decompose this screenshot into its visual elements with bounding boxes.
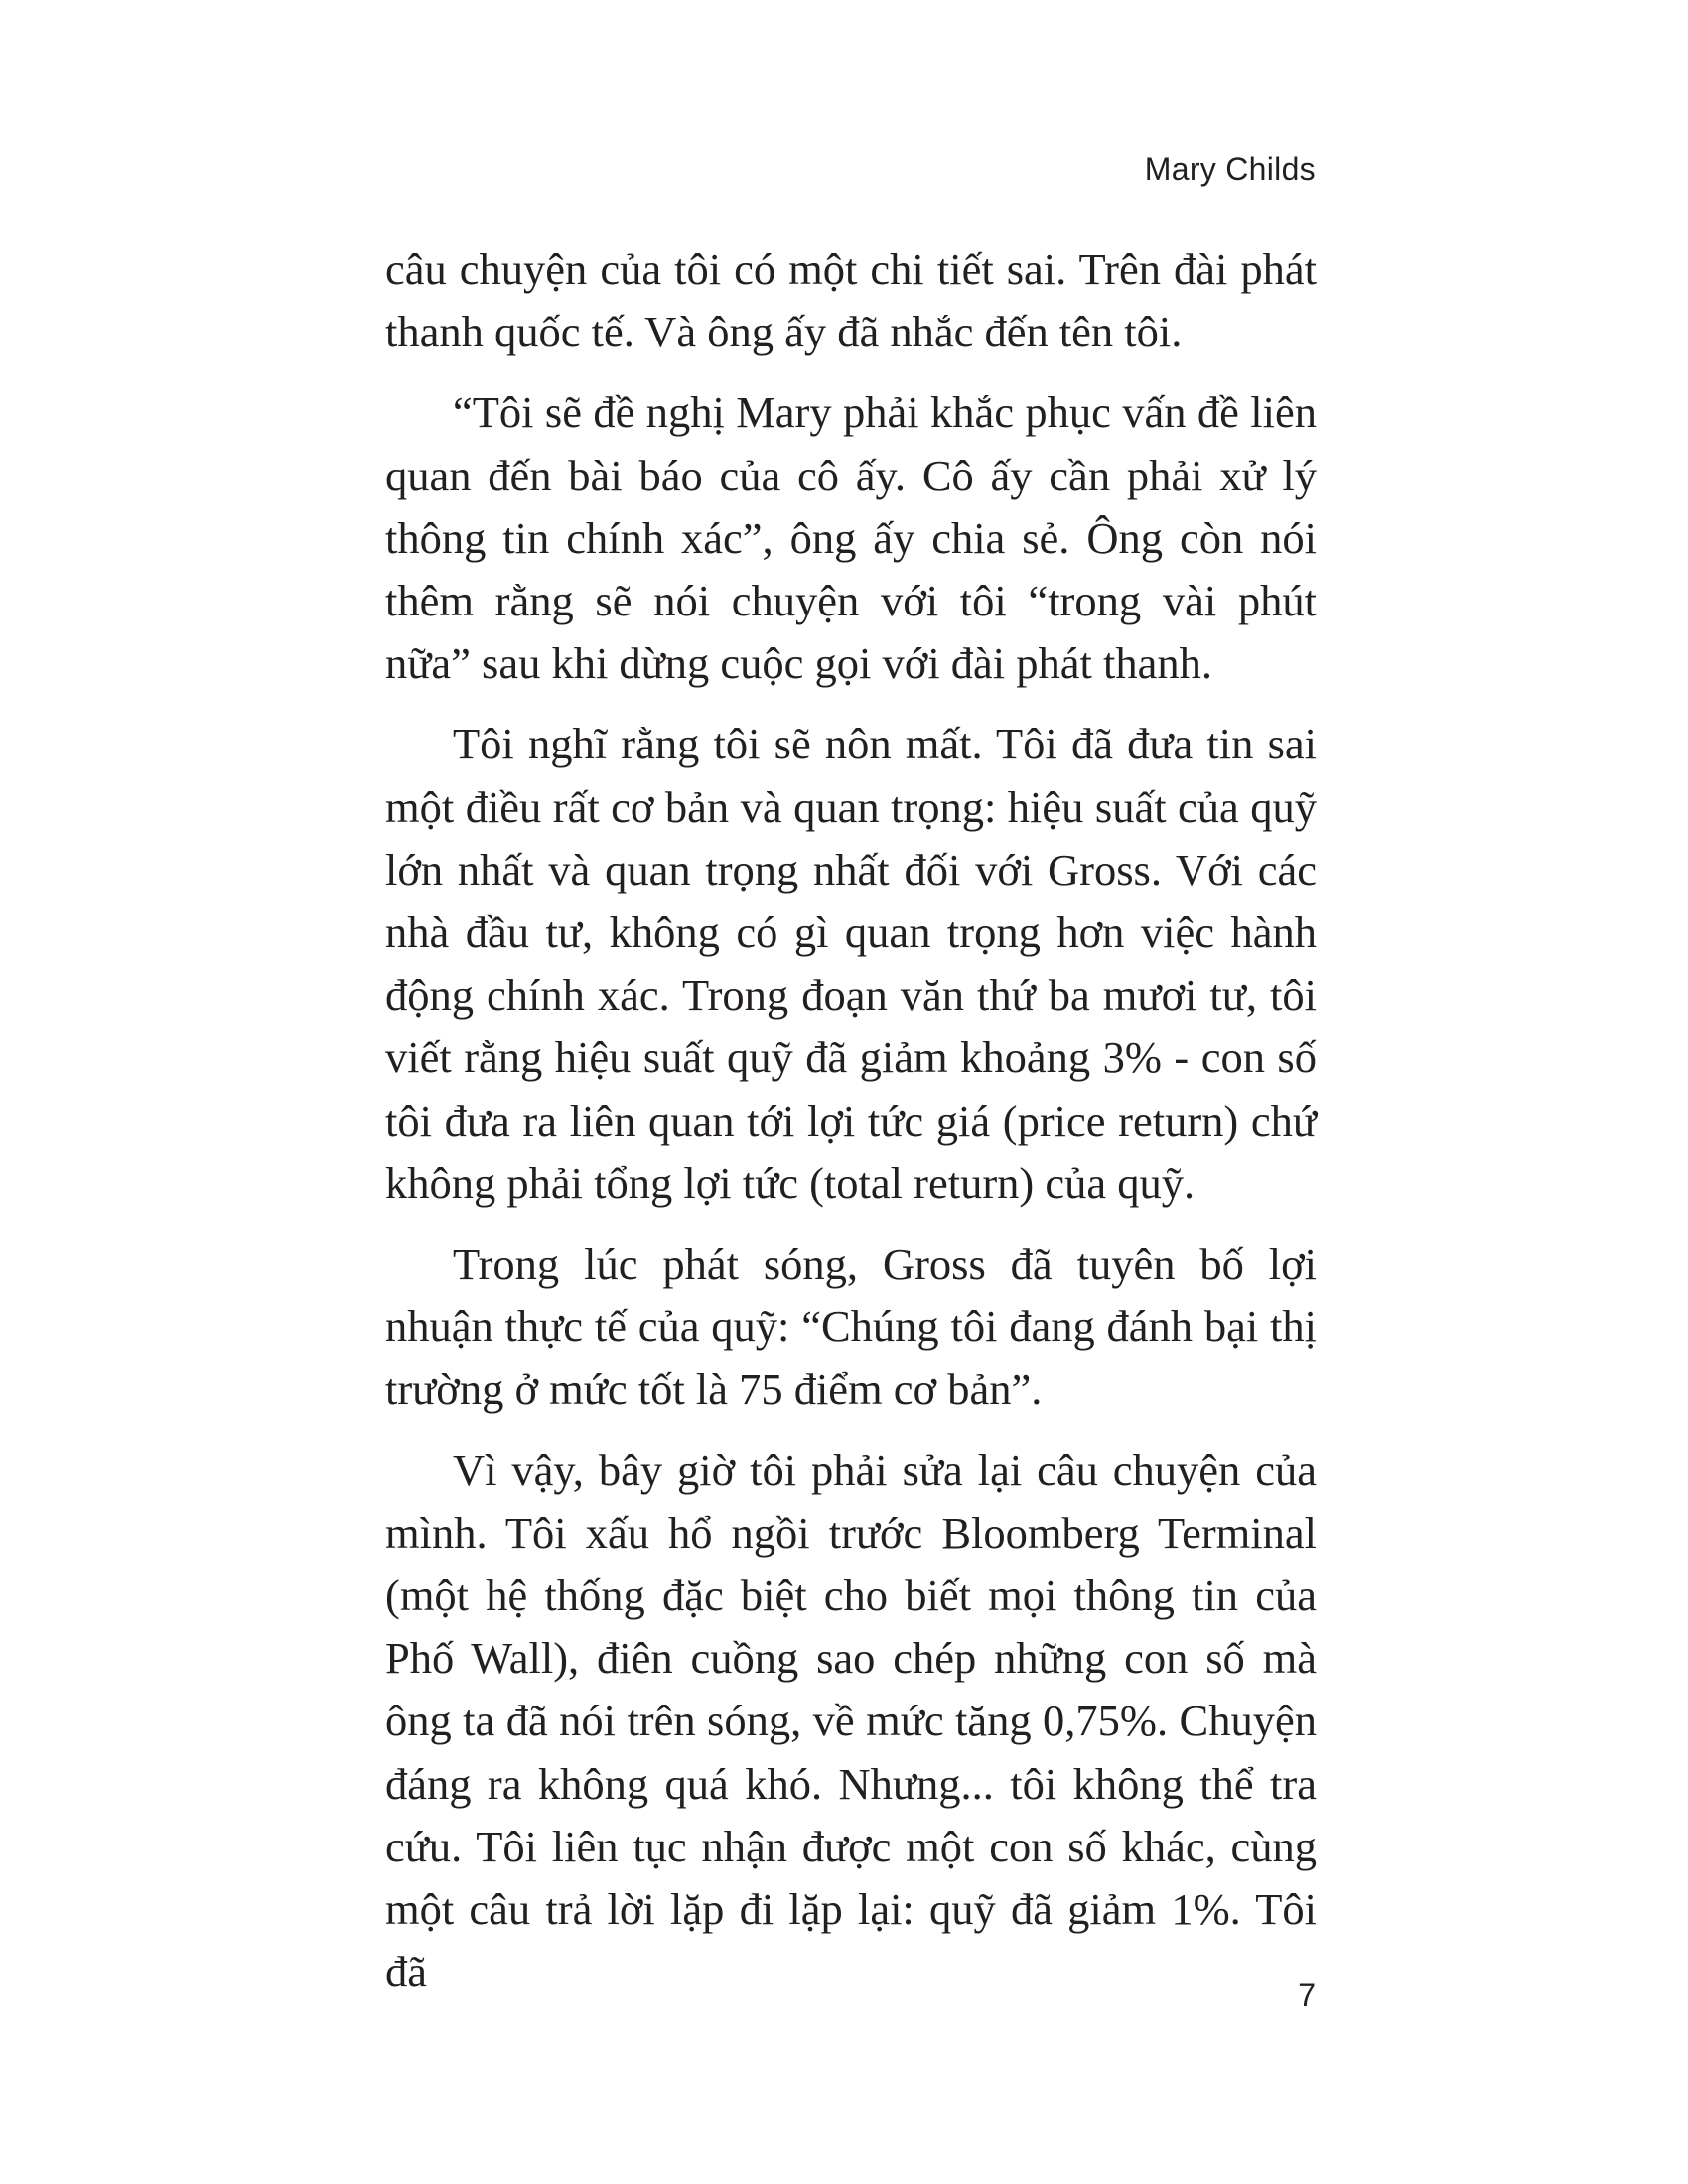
page-number: 7	[1298, 1978, 1316, 2013]
paragraph-2: “Tôi sẽ đề nghị Mary phải khắc phục vấn đề liên quan đến bài báo của cô ấy. Cô ấy cần phải xử lý thông tin chính xác”, ông ấy chia sẻ. Ông còn nói thêm rằng sẽ nói chuyện với tôi “trong vài phút nữa” sau khi dừng cuộc gọi với đài phát thanh.	[385, 387, 1317, 689]
paragraph-3: Tôi nghĩ rằng tôi sẽ nôn mất. Tôi đã đưa tin sai một điều rất cơ bản và quan trọng: hiệu suất của quỹ lớn nhất và quan trọng nhất đối với Gross. Với các nhà đầu tư, không có gì quan trọng hơn việc hành động chính xác. Trong đoạn văn thứ ba mươi tư, tôi viết rằng hiệu suất quỹ đã giảm khoảng 3% - con số tôi đưa ra liên quan tới lợi tức giá (price return) chứ không phải tổng lợi tức (total return) của quỹ.	[385, 719, 1317, 1208]
paragraph-5: Vì vậy, bây giờ tôi phải sửa lại câu chuyện của mình. Tôi xấu hổ ngồi trước Bloomberg Terminal (một hệ thống đặc biệt cho biết mọi thông tin của Phố Wall), điên cuồng sao chép những con số mà ông ta đã nói trên sóng, về mức tăng 0,75%. Chuyện đáng ra không quá khó. Nhưng... tôi không thể tra cứu. Tôi liên tục nhận được một con số khác, cùng một câu trả lời lặp đi lặp lại: quỹ đã giảm 1%. Tôi đã	[385, 1444, 1317, 1997]
paragraph-1: câu chuyện của tôi có một chi tiết sai. Trên đài phát thanh quốc tế. Và ông ấy đã nhắc đến tên tôi.	[385, 244, 1317, 357]
running-header-author: Mary Childs	[1144, 151, 1316, 187]
page-body	[385, 238, 1317, 2003]
paragraph-4: Trong lúc phát sóng, Gross đã tuyên bố lợi nhuận thực tế của quỹ: “Chúng tôi đang đánh bại thị trường ở mức tốt là 75 điểm cơ bản”.	[385, 1239, 1317, 1415]
